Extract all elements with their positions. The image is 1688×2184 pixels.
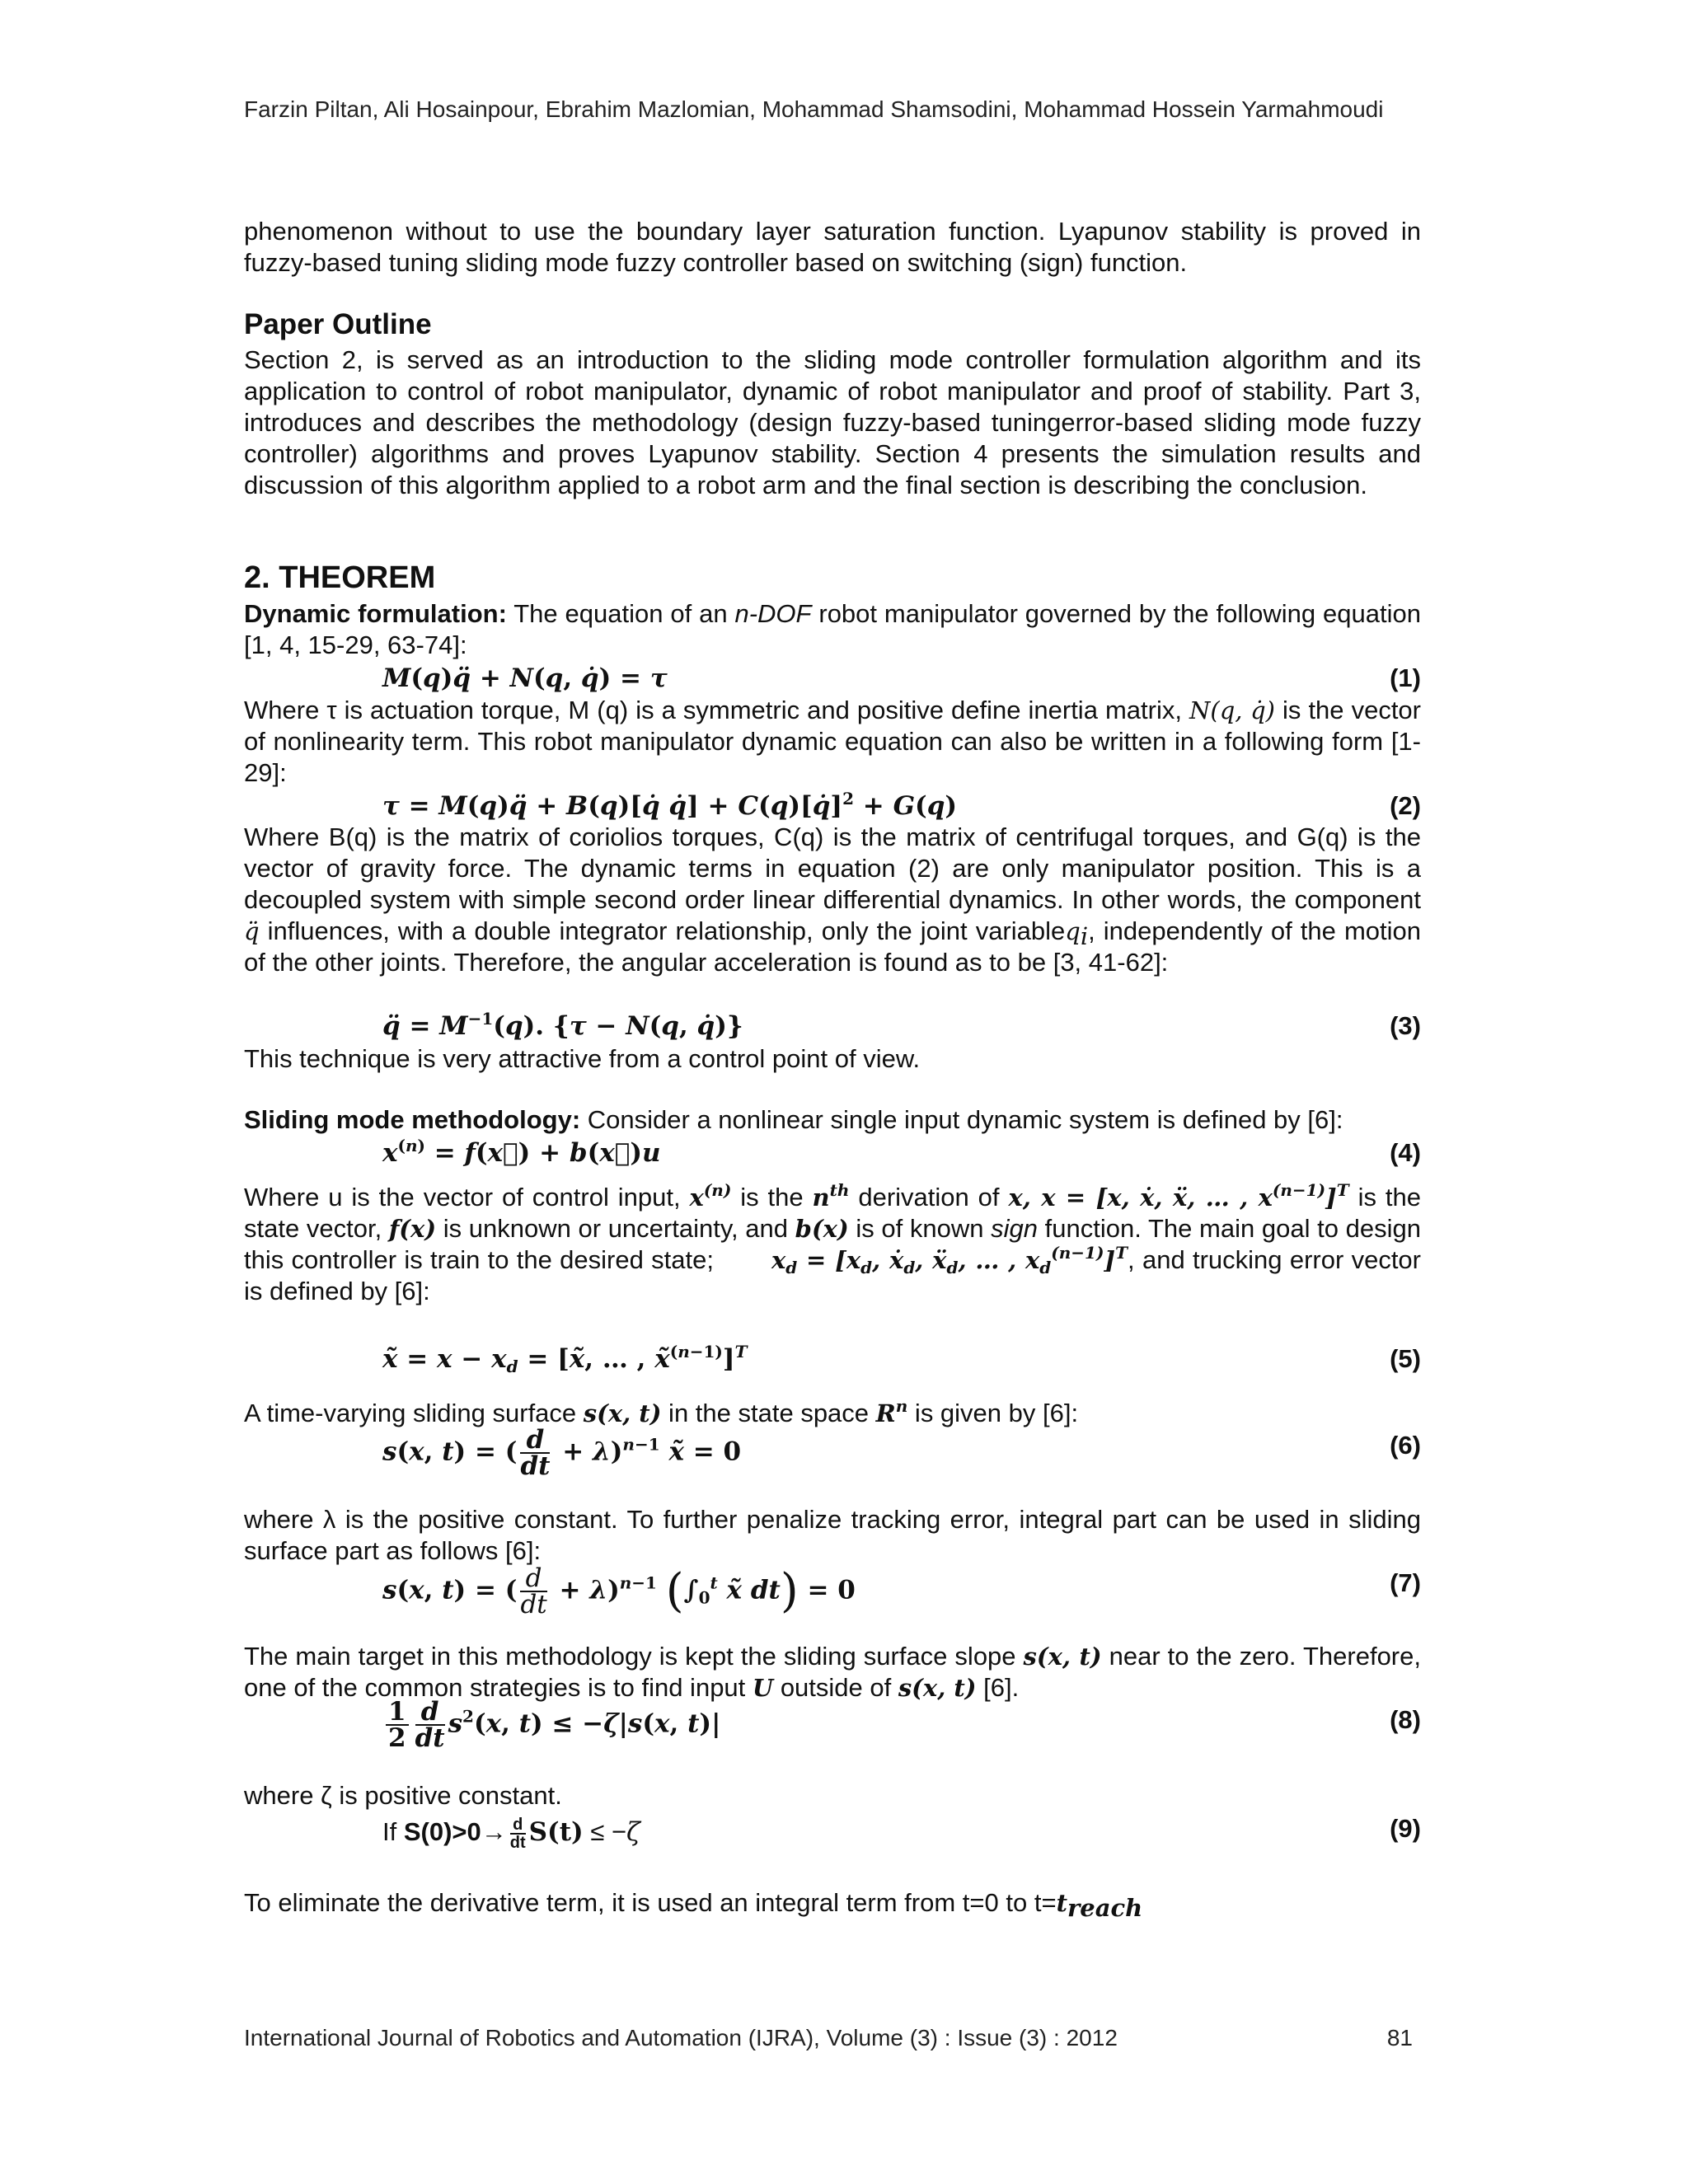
equation-6-number: (6) bbox=[1390, 1431, 1421, 1460]
outline-paragraph: Section 2, is served as an introduction to the sliding mode controller formulation algorithm and its application to control of robot manipulator, dynamic of robot manipulator and proof of stability. Part 3, introduces and describes the methodology (design fuzzy-based tuningerror-based sliding mode fuzzy controller) algorithms and proves Lyapunov stability. Section 4 presents the simulation results and discussion of this algorithm applied to a robot arm and the final section is describing the conclusion. bbox=[244, 345, 1421, 499]
outline-heading: Paper Outline bbox=[244, 308, 432, 340]
dynamic-formulation-label: Dynamic formulation: bbox=[244, 599, 507, 628]
equation-7: s(x, t) = ( $\frac{d}{dt}$ + λ)$^{n-1}$ ($\int_0^t$ x̃ dt) = 0 bbox=[382, 1563, 856, 1619]
section-heading-theorem: 2. THEOREM bbox=[244, 560, 436, 595]
ndof-term: n-DOF bbox=[734, 599, 812, 628]
page-number: 81 bbox=[1386, 2025, 1413, 2050]
intro-paragraph: phenomenon without to use the boundary layer saturation function. Lyapunov stability is proved in fuzzy-based tuning sliding mode fuzzy controller based on switching (sign) function. bbox=[244, 217, 1421, 277]
nonlinearity-term: N(q, q̇) bbox=[1189, 696, 1275, 724]
equation-9-number: (9) bbox=[1390, 1814, 1421, 1843]
zeta-sentence: where ζ is positive constant. bbox=[244, 1781, 562, 1810]
where-coriolios-paragraph: Where B(q) is the matrix of coriolios torques, C(q) is the matrix of centrifugal torques, and G(q) is the vector of gravity force. The dynamic terms in equation (2) are only manipulator position. This is a decoupled system with simple second order linear differential dynamics. In other words, the component q̈ influences, with a double integrator relationship, only the joint variableq$_i$, independently of the motion of the other joints. Therefore, the angular acceleration is found as to be [3, 41-62]: bbox=[244, 823, 1421, 977]
footer-journal: International Journal of Robotics and Automation (IJRA), Volume (3) : Issue (3) : 2012 bbox=[244, 2025, 1118, 2050]
lambda-paragraph: where λ is the positive constant. To further penalize tracking error, integral part can be used in sliding surface part as follows [6]: bbox=[244, 1505, 1421, 1565]
main-target-paragraph: The main target in this methodology is kept the sliding surface slope s(x, t) near to the zero. Therefore, one of the common strategies is to find input U outside of s(x, t) [6]. bbox=[244, 1642, 1421, 1702]
equation-3-number: (3) bbox=[1390, 1011, 1421, 1040]
equation-6: s(x, t) = ( $\frac{d}{dt}$ + λ)$^{n-1}$ x̃ = 0 bbox=[382, 1425, 742, 1481]
equation-2: τ = M(q)q̈ + B(q)[q̇ q̇] + C(q)[q̇]$^2$ + G(q) bbox=[382, 789, 958, 821]
equation-5-number: (5) bbox=[1390, 1344, 1421, 1373]
control-input-paragraph: Where u is the vector of control input, $x^{(n)}$ is the $n^{th}$ derivation of x, x = [x, ẋ, ẍ, … , $x^{(n-1)}]^T$ is the state vector, f(x) is unknown or uncertainty, and b(x) is of known sign function. The main goal to design this controller is train to the desired state; $x_d = [x_d$, ẋ$_d$, ẍ$_d$, … , $x_d^{(n-1)}]^T$, and trucking error vector is defined by [6]: bbox=[244, 1180, 1421, 1305]
equation-5: x̃ = $x - x_d$ = [x̃, … , x̃$^{(n-1)}$]$^T$ bbox=[382, 1342, 748, 1376]
equation-4-number: (4) bbox=[1390, 1138, 1421, 1167]
sliding-surface-sentence: A time-varying sliding surface s(x, t) in the state space $R^n$ is given by [6]: bbox=[244, 1396, 1079, 1427]
where-torque-paragraph: Where τ is actuation torque, M (q) is a symmetric and positive define inertia matrix, N(q, q̇) is the vector of nonlinearity term. This robot manipulator dynamic equation can also be written in a following form [1-29]: bbox=[244, 696, 1421, 787]
equation-8: $\frac{1}{2}$ $\frac{d}{dt}$ $s^2(x$, t) ≤ −ζ|s(x, t)| bbox=[382, 1699, 720, 1750]
running-header-authors: Farzin Piltan, Ali Hosainpour, Ebrahim Mazlomian, Mohammad Shamsodini, Mohammad Hossein Yarmahmoudi bbox=[244, 96, 1384, 122]
equation-3: q̈ = $M^{-1}(q)$. {τ − N(q, q̇)} bbox=[382, 1009, 743, 1041]
equation-9: If S(0)>0→ $\frac{d}{dt}$ S(t) ≤ −ζ bbox=[382, 1816, 640, 1852]
equation-1: M(q)q̈ + N(q, q̇) = τ bbox=[382, 663, 668, 693]
dynamic-formulation-paragraph: Dynamic formulation: The equation of an n-DOF robot manipulator governed by the following equation [1, 4, 15-29, 63-74]: bbox=[244, 599, 1421, 659]
sliding-mode-paragraph: Sliding mode methodology: Consider a nonlinear single input dynamic system is defined by [6]: bbox=[244, 1105, 1343, 1134]
equation-4: $x^{(n)}$ = f(x⃗) + b(x⃗)u bbox=[382, 1136, 661, 1168]
sliding-mode-label: Sliding mode methodology: bbox=[244, 1105, 581, 1134]
attractive-technique-sentence: This technique is very attractive from a control point of view. bbox=[244, 1044, 921, 1073]
equation-8-number: (8) bbox=[1390, 1705, 1421, 1734]
eliminate-derivative-sentence: To eliminate the derivative term, it is used an integral term from t=0 to $t=t_{reach}$ bbox=[244, 1888, 1143, 1922]
equation-7-number: (7) bbox=[1390, 1568, 1421, 1597]
equation-1-number: (1) bbox=[1390, 663, 1421, 692]
equation-2-number: (2) bbox=[1390, 791, 1421, 820]
